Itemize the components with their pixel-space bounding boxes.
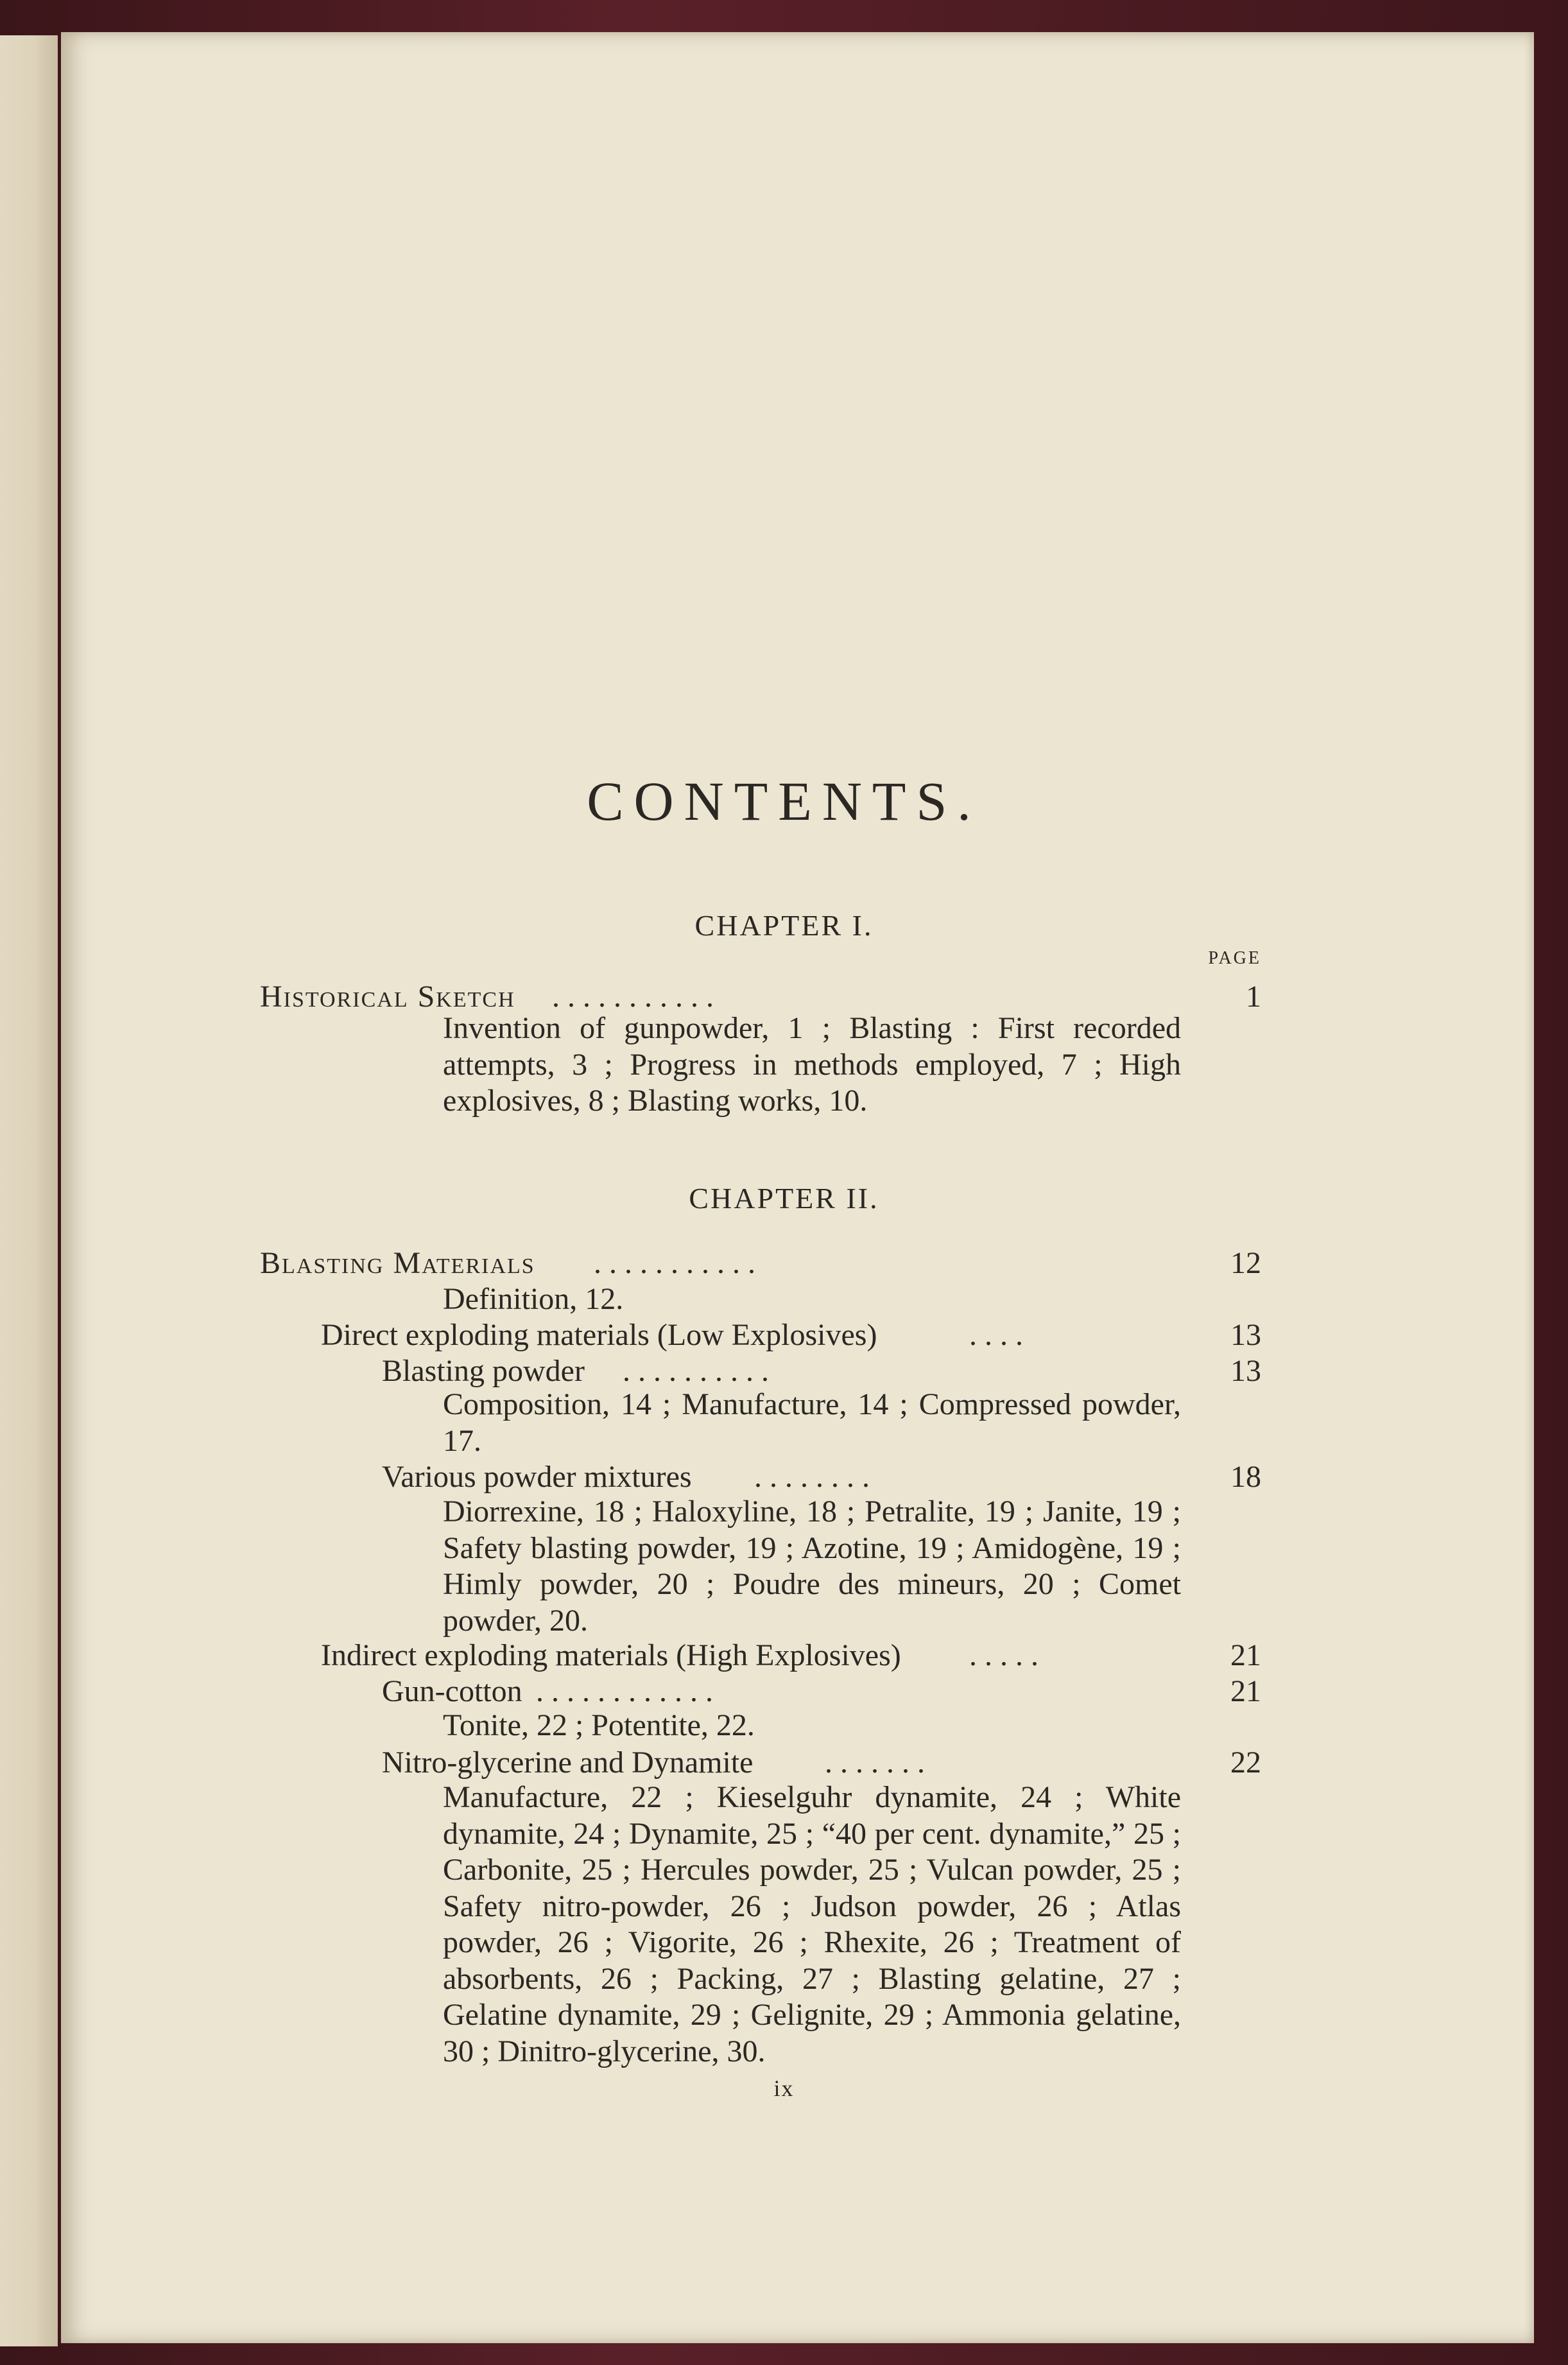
leader-dots: . . . . . . . . . . .: [594, 1246, 755, 1280]
toc-entry-description: Composition, 14 ; Manufacture, 14 ; Compressed powder, 17.: [443, 1387, 1181, 1458]
toc-entry-page: 21: [1230, 1674, 1261, 1708]
toc-entry-label: Blasting Materials: [260, 1246, 535, 1280]
page-folio: ix: [773, 2075, 795, 2101]
toc-entry-description: Definition, 12.: [443, 1282, 624, 1316]
toc-entry-nitro-glycerine[interactable]: [382, 1745, 925, 1781]
leader-dots: . . . . . . . . . . . .: [536, 1674, 713, 1708]
toc-entry-page: 12: [1230, 1246, 1261, 1280]
leader-dots: . . . . . . . .: [754, 1460, 870, 1494]
toc-entry-page: 18: [1230, 1460, 1261, 1494]
toc-entry-label: Nitro-glycerine and Dynamite: [382, 1746, 754, 1780]
toc-entry-historical-sketch[interactable]: [260, 979, 714, 1015]
leader-dots: . . . .: [969, 1318, 1023, 1352]
toc-entry-description: Tonite, 22 ; Potentite, 22.: [443, 1708, 755, 1742]
toc-entry-blasting-powder[interactable]: [382, 1353, 769, 1389]
leader-dots: . . . . .: [969, 1638, 1038, 1672]
toc-entry-label: Various powder mixtures: [382, 1460, 692, 1494]
toc-entry-description: Diorrexine, 18 ; Haloxyline, 18 ; Petralite, 19 ; Janite, 19 ; Safety blasting powder, 19 ; Azotine, 19 ; Amidogène, 19 ; Himly powder, 20 ; Poudre des mineurs, 20 ; Comet powder, 20.: [443, 1494, 1181, 1638]
chapter-2-heading: CHAPTER II.: [689, 1182, 879, 1215]
toc-entry-label: Historical Sketch: [260, 980, 515, 1014]
toc-entry-blasting-materials[interactable]: [260, 1245, 755, 1281]
toc-entry-page: 1: [1246, 980, 1261, 1014]
toc-entry-page: 13: [1230, 1354, 1261, 1388]
toc-entry-page: 22: [1230, 1746, 1261, 1780]
toc-entry-page: 13: [1230, 1318, 1261, 1352]
contents-title: CONTENTS.: [587, 770, 981, 832]
page-column-label: PAGE: [1208, 948, 1261, 968]
toc-entry-description: Invention of gunpowder, 1 ; Blasting : First recorded attempts, 3 ; Progress in methods employed, 7 ; High explosives, 8 ; Blasting works, 10.: [443, 1011, 1181, 1118]
toc-entry-various-powder-mixtures[interactable]: [382, 1459, 870, 1495]
leader-dots: . . . . . . . . . . .: [552, 980, 714, 1014]
toc-entry-label: Indirect exploding materials (High Explosives): [321, 1638, 901, 1672]
toc-entry-direct-exploding[interactable]: [321, 1317, 1023, 1353]
toc-entry-label: Gun-cotton: [382, 1674, 522, 1708]
chapter-1-heading: CHAPTER I.: [694, 909, 874, 942]
toc-entry-indirect-exploding[interactable]: [321, 1638, 1038, 1674]
toc-entry-page: 21: [1230, 1638, 1261, 1672]
leader-dots: . . . . . . . . . .: [623, 1354, 769, 1388]
leader-dots: . . . . . . .: [825, 1746, 925, 1780]
toc-entry-gun-cotton[interactable]: [382, 1674, 713, 1710]
toc-entry-label: Direct exploding materials (Low Explosives): [321, 1318, 877, 1352]
toc-entry-label: Blasting powder: [382, 1354, 585, 1388]
toc-entry-description: Manufacture, 22 ; Kieselguhr dynamite, 24 ; White dynamite, 24 ; Dynamite, 25 ; “40 per cent. dynamite,” 25 ; Carbonite, 25 ; Hercules powder, 25 ; Vulcan powder, 25 ; Safety nitro-powder, 26 ; Judson powder, 26 ; Atlas powder, 26 ; Vigorite, 26 ; Rhexite, 26 ; Treatment of absorbents, 26 ; Packing, 27 ; Blasting gelatine, 27 ; Gelatine dynamite, 29 ; Gelignite, 29 ; Ammonia gelatine, 30 ; Dinitro-glycerine, 30.: [443, 1780, 1181, 2068]
